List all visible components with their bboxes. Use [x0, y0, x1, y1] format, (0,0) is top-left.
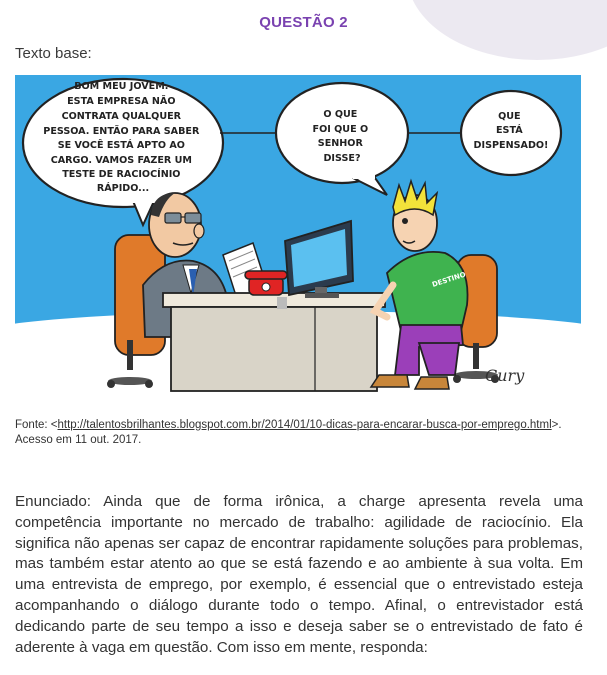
artist-signature: Cury	[485, 366, 525, 385]
boss-line: BOM MEU JOVEM.	[74, 81, 169, 92]
candidate-line: O QUE	[323, 109, 358, 120]
boss-line: TESTE DE RACIOCÍNIO	[62, 169, 181, 180]
boss-line: CARGO. VAMOS FAZER UM	[50, 155, 192, 166]
candidate-line: DISSE?	[323, 153, 361, 164]
cartoon-image	[15, 75, 581, 402]
boss-line: SE VOCÊ ESTÁ APTO AO	[57, 140, 185, 151]
dismiss-line: DISPENSADO!	[473, 140, 549, 151]
source-link[interactable]: http://talentosbrilhantes.blogspot.com.br/2014/01/10-dicas-para-encarar-busca-por-emprego.html	[57, 419, 552, 431]
boss-line: CONTRATA QUALQUER	[61, 111, 182, 122]
question-title: QUESTÃO 2	[259, 14, 348, 31]
desk	[163, 293, 385, 391]
telephone	[245, 271, 287, 295]
shirt-text: DESTINO	[431, 270, 467, 289]
dismiss-line: QUE	[498, 111, 521, 122]
question-statement: Enunciado: Ainda que de forma irônica, a charge apresenta revela uma competência importante no mercado de trabalho: agilidade de raciocínio. Ela significa não apenas ser capaz de encontrar rapidamente soluções para problemas, mas também estar atento ao que se está fazendo e ao ambiente à sua volta. Em uma entrevista de emprego, por exemplo, é essencial que o entrevistado esteja acompanhando o diálogo durante todo o tempo. Afinal, o entrevistador está dedicando parte de seu tempo a isso e deseja saber se o entrevistado de fato é aderente à vaga em questão. Com isso em mente, responda:	[15, 493, 583, 656]
source-suffix: >. Acesso em 11 out. 2017.	[15, 419, 562, 446]
boss-line: RÁPIDO...	[96, 183, 150, 194]
candidate-line: FOI QUE O	[312, 124, 369, 135]
boss-line: PESSOA. ENTÃO PARA SABER	[43, 126, 200, 137]
computer-monitor	[285, 221, 353, 298]
speech-bubble-dismiss	[461, 91, 561, 175]
base-text-label: Texto base:	[15, 45, 92, 62]
boss-line: ESTA EMPRESA NÃO	[67, 96, 176, 107]
speech-bubble-candidate	[276, 83, 408, 195]
source-prefix: Fonte: <	[15, 419, 58, 431]
source-citation	[15, 418, 590, 448]
dismiss-line: ESTÁ	[495, 125, 523, 136]
candidate-line: SENHOR	[317, 138, 363, 149]
